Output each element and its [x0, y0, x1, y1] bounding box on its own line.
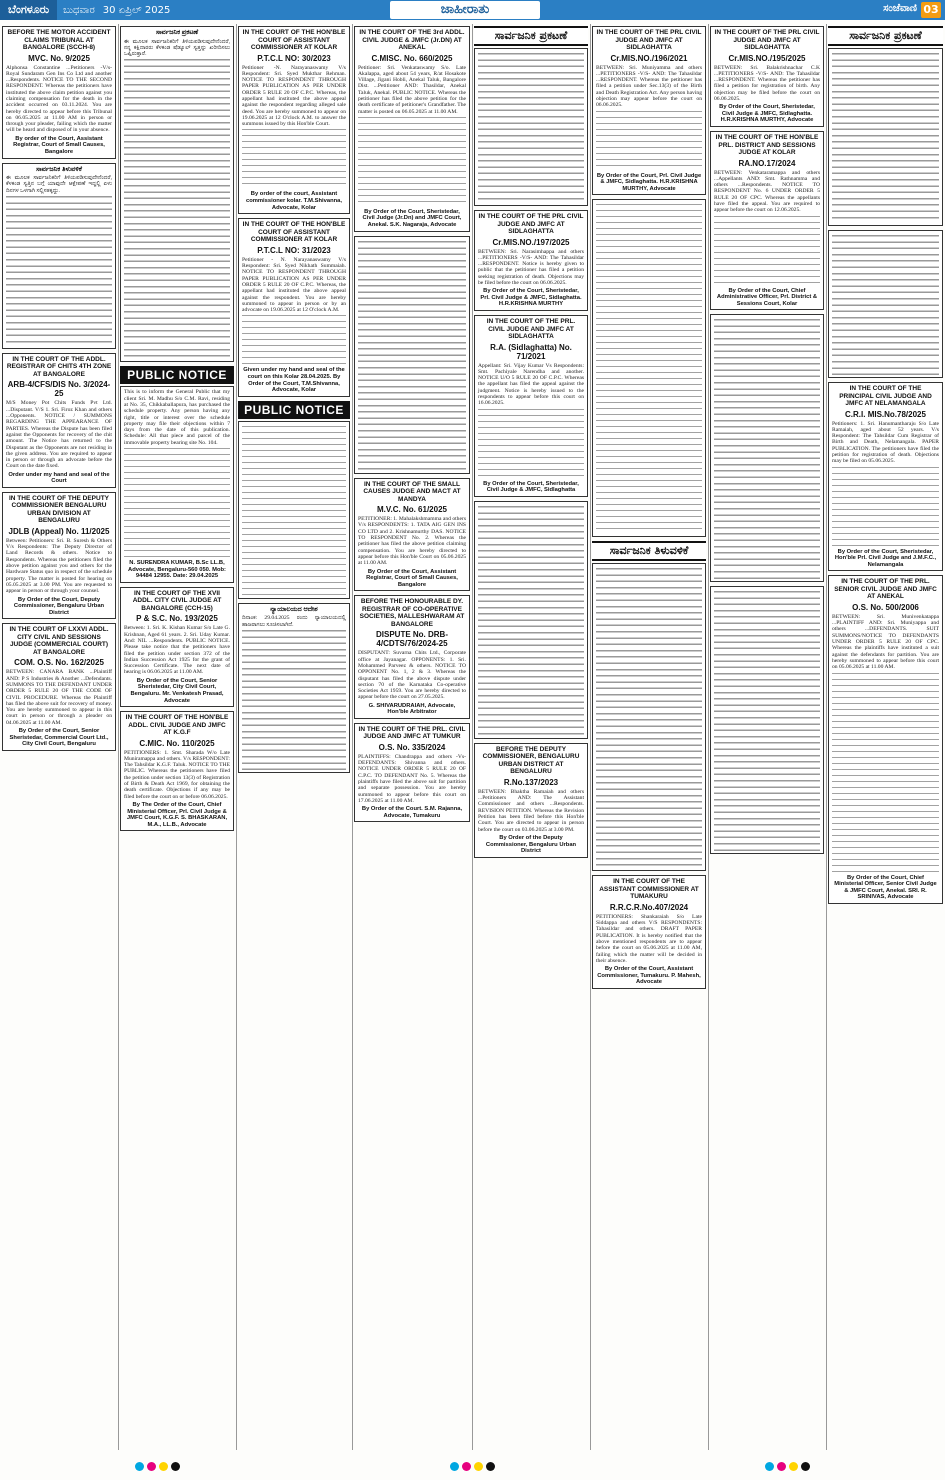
notice-case: MVC. No. 9/2025: [28, 53, 90, 63]
text-block: [832, 467, 939, 547]
public-notice-banner-2: PUBLIC NOTICE: [238, 401, 350, 419]
notice-court: IN THE COURT OF THE DEPUTY COMMISSIONER BENGALURU URBAN DIVISION AT BENGALURU: [8, 494, 110, 525]
registration-dot: [462, 1462, 471, 1471]
notice-body: ಈ ಮೂಲಕ ಸಾರ್ವಜನಿಕರಿಗೆ ತಿಳಿಯಪಡಿಸುವುದೇನೆಂದರೆ, ನನ್ನ ಕಕ್ಷಿದಾರರು ಕೆಳಕಂಡ ಷೆಡ್ಯೂಲ್ ಸ್ವತ್ತನ್ನು ಖರೀದಿಸಲು ಒಪ್ಪಿರುತ್ತಾರೆ.: [124, 38, 230, 58]
notice-body: PETITIONER: 1. Mahalakshmamma and others V/s RESPONDENTS: 1. TATA AIG GEN INS CO LTD and 2. Krishnamurthy DAS. NOTICE TO RESPONDENT No. 2. Whereas the petitioner has filed the above petition claiming compensation. You are hereby directed to appear before this Hon'ble Court on 05.06.2025 at 11.00 AM.: [358, 516, 466, 567]
notice-signature: By Order of the Court, Sheristedar, Hon'ble Prl. Civil Judge and J.M.F.C., Nelamangala: [834, 548, 937, 568]
column-7: [708, 24, 827, 1450]
date-label: 30 ಏಪ್ರಿಲ್ 2025: [102, 4, 171, 16]
page-number: 03: [921, 2, 941, 18]
notice-body: Between: 1. Sri. K. Kishan Kumar S/o Late G. Krishnan, Aged 61 years. 2. Sri. Uday Kumar. And: NIL ...Respondents. PUBLIC NOTICE. Please take notice that the petitioners have filed the petition under section 372 of the Indian Succession Act 1925 for the grant of Succession Certificate. The next date of hearing is 06.06.2025 at 11.00 AM.: [124, 625, 230, 676]
kannada-text-block: [832, 53, 939, 223]
notice-signature: By Order of the Court, Prl. Civil Judge & JMFC, Sidlaghatta. H.R.KRISHNA MURTHY, Advocate: [596, 172, 702, 192]
kannada-notice-block: [354, 236, 470, 474]
kannada-text-block: [714, 319, 820, 579]
notice-case: P.T.C.L NO: 30/2023: [257, 53, 331, 63]
notice-c2d: [120, 587, 234, 707]
notice-case: P.T.C.L NO: 31/2023: [257, 245, 331, 255]
kannada-notice-block-8: [828, 230, 943, 378]
notice-signature: Order under my hand and seal of the Court: [8, 471, 110, 485]
notice-body: M/S Money Pot Chits Funds Pvt Ltd. ...Disputant. V/S 1. Sri. Firoz Khan and others ...Opponents. NOTICE / SUMMONS REGARDING THE APPEARANCE OF PARTIES. Whereas the Dispute has been filed against the Opponents for recovery of the chit amount. The Notice has returned to the Disputant as the Opponents are not residing in the given address. You are required to appear in person or through an advocate before the Court on the date fixed.: [6, 400, 112, 470]
notice-c4a: [592, 26, 706, 195]
notice-title: ಸಾರ್ವಜನಿಕ ತಿಳುವಳಿಕೆ: [36, 165, 82, 173]
paper-name: ಸಂಜೆವಾಣಿ: [883, 3, 917, 14]
notice-signature: By Order of the Court, Sheristedar, Civil Judge & JMFC, Sidlaghatta: [483, 480, 579, 494]
notice-c1c: [2, 492, 116, 619]
notice-case: COM. O.S. No. 162/2025: [14, 658, 104, 668]
notice-signature: By Order of the Deputy Commissioner, Bengaluru Urban District: [485, 834, 577, 855]
notice-body: This is to inform the General Public that my client Sri. M. Madhu S/o C.M. Ravi, residing at No. 35, Chikkaballapura, has purchased the schedule property. Any person having any right, title or interest over the schedule property may file their objections within 7 days from the date of this publication. Schedule: All that piece and parcel of the immovable property bearing site No. 104.: [124, 389, 230, 446]
text-block: [596, 204, 702, 534]
notice-case: JDLB (Appeal) No. 11/2025: [8, 526, 110, 536]
registration-dot: [777, 1462, 786, 1471]
notice-body: ದಿನಾಂಕ: 29.04.2025 ರಂದು ನ್ಯಾಯಾಲಯದಲ್ಲಿ ಹಾಜರಾಗಲು ಸೂಚಿಸಲಾಗಿದೆ.: [242, 615, 346, 628]
notice-case: DISPUTE No. DRB-4/CDTS/76/2024-25: [376, 630, 448, 649]
notice-case: Cr.MIS.NO./197/2025: [492, 237, 570, 247]
notice-body: Between: Petitioners: Sri. B. Suresh & Others V/s Respondents: The Deputy Director of Land Records & others. Notice to Respondents. Whereas the petitioners filed the above petition against you and others for the Hardware Status quo in respect of the schedule property. The matter is posted for hearing on 05.05.2025 at 3.00 PM. You are requested to appear in person or through your counsel.: [6, 537, 112, 595]
notice-c1b: [2, 353, 116, 488]
registration-dot: [474, 1462, 483, 1471]
notice-c3a: [354, 26, 470, 232]
notice-case: Cr.MIS.NO./196/2021: [610, 53, 688, 63]
kannada-notice-k3: [238, 603, 350, 773]
registration-dot: [159, 1462, 168, 1471]
kannada-text-block: [714, 591, 820, 851]
city-label: [0, 0, 57, 20]
notice-signature: By order of the Court, Assistant Registrar, Court of Small Causes, Bangalore: [13, 135, 105, 155]
notice-court: IN THE COURT OF THE SMALL CAUSES JUDGE AND MACT AT MANDYA: [363, 480, 461, 503]
notice-court: IN THE COURT OF THE 3rd ADDL. CIVIL JUDGE & JMFC (Jr.DN) AT ANEKAL: [359, 29, 465, 51]
notice-signature: Given under my hand and seal of the court on this Kolar 28.04.2025. By Order of the Court, T.M.Shivanna, Advocate, Kolar: [243, 367, 345, 394]
kannada-text-block: [478, 53, 584, 203]
kannada-notice-k2: [120, 26, 234, 362]
notice-body: ಈ ಮೂಲಕ ಸಾರ್ವಜನಿಕರಿಗೆ ತಿಳಿಯಪಡಿಸುವುದೇನೆಂದರೆ, ಕೆಳಕಂಡ ಸ್ವತ್ತಿನ ಬಗ್ಗೆ ಯಾವುದೇ ಆಕ್ಷೇಪಣೆ ಇದ್ದಲ್ಲಿ ಏಳು ದಿನಗಳ ಒಳಗಾಗಿ ಸಲ್ಲಿಸತಕ್ಕದ್ದು.: [6, 175, 112, 194]
registration-dot: [801, 1462, 810, 1471]
kannada-notice-block-5: [710, 314, 824, 582]
notice-c4d: [474, 743, 588, 858]
text-block: [124, 448, 230, 558]
notice-c5d: [828, 575, 943, 904]
notice-court: BEFORE THE MOTOR ACCIDENT CLAIMS TRIBUNAL AT BANGALORE (SCCH-8): [7, 29, 111, 51]
notice-case: C.MIC. No. 110/2025: [139, 738, 215, 748]
public-notice-banner: PUBLIC NOTICE: [120, 366, 234, 384]
registration-dot: [765, 1462, 774, 1471]
notice-court: IN THE COURT OF THE XVII ADDL. CITY CIVIL JUDGE AT BANGALORE (CCH-15): [132, 589, 222, 612]
notice-signature: By The Order of the Court, Chief Ministerial Officer, Prl. Civil Judge & JMFC Court, K.G.F. S. BHASKARAN, M.A., LL.B., Advocate: [126, 801, 228, 828]
notice-case: R.A. (Sidlaghatta) No. 71/2021: [490, 342, 572, 361]
registration-dot: [171, 1462, 180, 1471]
notice-body: Alphonsa Constantine ...Petitioners -V/s- Royal Sundaram Gen Ins Co Ltd and another ...Respondents. NOTICE TO THE SECOND RESPONDENT. Whereas the petitioners have instituted the above claim petition against you claiming compensation for the death in the accident occurred on 03.11.2024. You are hereby directed to appear before this Tribunal on 06.05.2025 at 11.00 AM in person or through your pleader, failing which the matter will be heard and disposed of in your absence.: [6, 64, 112, 134]
notice-c4b: [474, 210, 588, 311]
notice-court: IN THE COURT OF LXXVI ADDL. CITY CIVIL AND SESSIONS JUDGE (COMMERCIAL COURT) AT BANGALORE: [9, 626, 109, 656]
notice-court: IN THE COURT OF THE HON'BLE PRL. DISTRICT AND SESSIONS JUDGE AT KOLAR: [715, 134, 819, 157]
notice-body: PLAINTIFFS: Chandrappa and others -Vs- DEFENDANTS: Shivanna and others. NOTICE UNDER ORDER 5 RULE 20 OF C.P.C. TO DEFENDANT No. 5. Whereas the plaintiffs have filed the above suit for partition and separate possession. You are hereby summoned to appear before this court on 17.06.2025 at 11.00 AM.: [358, 753, 466, 804]
notice-court: IN THE COURT OF THE ASSISTANT COMMISSIONER AT TUMAKURU: [599, 878, 699, 901]
kannada-notice-k1: [2, 163, 116, 349]
column-2: [118, 24, 237, 1450]
notice-body: BETWEEN: Sri. Muniyamma and others ...PETITIONERS -V/S- AND: The Tahasildar ...RESPONDENT. Whereas the petitioner has filed a petition under Sec.13(3) of the Birth and Death Registration Act. Any person having objection may appear before the court on 06.06.2025.: [596, 64, 702, 109]
notice-body: BETWEEN: Sri. Narasimhappa and others ...PETITIONERS -V/S- AND: The Tahasildar ...RESPONDENT. Notice is hereby given to public that the petitioner has filed a petition seeking registration of death. Objections may be filed before the court on 06.06.2025.: [478, 248, 584, 286]
notice-body: Petitioner -N. Narayanaswamy V/s Respondent: Sri. Syed Mukthar Rehman. NOTICE TO RESPONDENT THROUGH PAPER PUBLICATION AS PER UNDER ORDER 5 RULE 20 OF C.P.C. Whereas, the appellant had instituted the above appeal against the respondent regarding alleged sale deed. You are hereby summoned to appear on 19.06.2025 at 12 O'clock A.M. to answer the summons issued by this Hon'ble Court.: [242, 64, 346, 128]
kannada-notice-block-4: [592, 563, 706, 871]
notice-body: Appellant: Sri. Vijay Kumar Vs Respondents: Smt. Pachiyale Narendha and another. NOTICE U/O 5 RULE 20 OF C.P.C. Whereas the appellant has filed the appeal against the judgment. Notice is hereby issued to the respondents to appear before this court on 16.06.2025.: [478, 362, 584, 407]
notice-c5c: [828, 382, 943, 571]
notice-court: IN THE COURT OF THE PRL. SENIOR CIVIL JUDGE AND JMFC AT ANEKAL: [834, 578, 937, 601]
text-block: [358, 117, 466, 207]
notice-signature: By Order of the Court, Sheristedar, Civil Judge (Jr.Dn) and JMFC Court, Anekal. S.K. Nagaraja, Advocate: [362, 208, 462, 229]
text-block: [714, 216, 820, 286]
notice-body: Petitioner: Sri. Venkataswamy S/o. Late Akalappa, aged about 54 years, R/at Hosakote Village, Jigani Hobli, Anekal Taluk, Bangalore Dist. ...Petitioner AND: Thasildar, Anekal Taluk, Anekal. PUBLIC NOTICE. Whereas the petitioner has filed the above petition for the death certificate of petitioner's Grandfather. The matter is posted on 06.05.2025 at 11.00 AM.: [358, 64, 466, 115]
notice-c3d: [354, 723, 470, 823]
notice-c5b: [710, 131, 824, 310]
notice-title: ನ್ಯಾಯಾಲಯದ ಆದೇಶ: [270, 605, 318, 613]
notice-case: RA.NO.17/2024: [738, 158, 796, 168]
notice-case: M.V.C. No. 61/2025: [377, 505, 447, 515]
notice-filler-c6: [592, 199, 706, 537]
notice-c2e: [120, 711, 234, 831]
notice-body: Petitioner - N. Narayanaswamy V/s Respondent: Sri. Syed Nikhath Summaiah. NOTICE TO RESPONDENT THROUGH PAPER PUBLICATION AS PER UNDER ORDER 5 RULE 20 OF C.P.C. Whereas, the appellant had instituted the above appeal against the respondent. You are hereby summoned to appear in person or by an advocate on 19.06.2025 at 12 O'clock A.M.: [242, 256, 346, 314]
kannada-notice-block-7: [828, 48, 943, 226]
notice-body: PETITIONERS: Shankaraiah S/o Late Siddappa and others V/S RESPONDENTS: Tahasildar and others. DRAFT PAPER PUBLICATION. It is hereby notified that the above mentioned respondents are to appear before the court on 05.06.2025 at 11.00 AM, failing which the matter will be decided in their absence.: [596, 913, 702, 964]
notice-c1a: [2, 26, 116, 159]
registration-dot: [789, 1462, 798, 1471]
notice-court: IN THE COURT OF THE PRL. CIVIL JUDGE AND JMFC AT TUMKUR: [358, 725, 466, 741]
text-block: [478, 409, 584, 479]
notice-court: IN THE COURT OF THE HON'BLE COURT OF ASSISTANT COMMISSIONER AT KOLAR: [242, 221, 346, 244]
notice-body: DISPUTANT: Suvarna Chits Ltd., Corporate office at Jayanagar. OPPONENTS: 1. Sri. Mohammed Parveez & others. NOTICE TO OPPONENT No. 1, 2 & 3. Whereas the disputant has filed the above dispute under section 70 of the Karnataka Co-operative Societies Act 1959. You are hereby directed to appear before the court on 27.05.2025.: [358, 650, 466, 701]
notice-c3b: [354, 478, 470, 592]
notice-case: Cr.MIS.NO./195/2025: [728, 53, 806, 63]
kannada-text-block: [832, 235, 939, 375]
notice-c3c: [354, 595, 470, 719]
notice-case: R.No.137/2023: [503, 777, 559, 787]
notice-case: O.S. No. 500/2006: [852, 602, 919, 612]
registration-dot: [450, 1462, 459, 1471]
kannada-text-block: [596, 568, 702, 868]
notice-c2c: [120, 386, 234, 582]
text-block: [832, 673, 939, 873]
notice-case: C.R.I. MIS.No.78/2025: [845, 409, 926, 419]
notice-signature: By order of the court, Assistant commissioner kolar. T.M.Shivanna, Advocate, Kolar: [245, 191, 342, 211]
notice-court: IN THE COURT OF THE HON'BLE ADDL. CIVIL JUDGE AND JMFC AT K.G.F: [125, 714, 229, 737]
notice-court: IN THE COURT OF THE PRL CIVIL JUDGE AND JMFC AT SIDLAGHATTA: [478, 213, 584, 235]
notice-c2b: [238, 218, 350, 397]
notice-signature: By Order of the Court, Senior Sheristedar, Commercial Court Ltd., City Civil Court, Bengaluru: [9, 728, 109, 748]
notice-case: R.R.C.R.No.407/2024: [609, 902, 689, 912]
notice-court: BEFORE THE HONOURABLE DY. REGISTRAR OF CO-OPERATIVE SOCIETIES, MALLESHWARAM AT BANGALORE: [359, 598, 465, 628]
notice-court: IN THE COURT OF THE PRINCIPAL CIVIL JUDGE AND JMFC AT NELAMANGALA: [839, 385, 932, 407]
notice-court: IN THE COURT OF THE PRL CIVIL JUDGE AND JMFC AT SIDLAGHATTA: [596, 29, 702, 51]
text-block: [242, 129, 346, 189]
notice-body: BETWEEN: Sri. Balakrishnachar C.K ...PETITIONERS -V/S- AND: The Tahasildar ...RESPONDENT. Whereas the petitioner has filed a petition for registration of birth. Any objection may be filed before the court on 06.06.2025.: [714, 64, 820, 102]
notice-signature: N. SURENDRA KUMAR, B.Sc LL.B, Advocate, Bengaluru-560 050. Mob: 94484 12955. Date: 29.04.2025: [128, 560, 226, 580]
kannada-text-block: [478, 506, 584, 736]
notice-signature: By Order of the Court, Chief Ministerial Officer, Senior Civil Judge & JMFC Court, Anekal. SRI. R. SRINIVAS, Advocate: [834, 874, 937, 901]
column-4: [352, 24, 473, 1450]
kannada-text-block: [242, 630, 346, 770]
notice-body: Petitioners: 1. Sri. Hanumantharaju S/o Late Ramaiah, aged about 52 years. V/s Respondent: The Tahsildar Cum Registrar of Birth and Death, Nelamangala. PAPER PUBLICATION. The petitioners have filed the petition for registration of death. Objections may be filed on 05.06.2025.: [832, 420, 939, 465]
city-name: ಬೆಂಗಳೂರು: [8, 3, 50, 16]
column-3: [236, 24, 353, 1450]
notice-c4e: [592, 875, 706, 989]
notice-case: ARB-4/CFS/DIS No. 3/2024-25: [7, 380, 111, 399]
notice-body: BETWEEN: Venkataramappa and others ...Appellants AND: Smt. Rathnamma and others ...Respondents. NOTICE TO RESPONDENT No. 6 UNDER ORDER 5 RULE 20 OF CPC. Whereas the appellants have filed the appeal. You are required to appear before the court on 12.06.2025.: [714, 169, 820, 214]
notice-c1d: [2, 623, 116, 750]
registration-marks-right: [765, 1462, 810, 1471]
notice-c4c: [474, 315, 588, 497]
notice-c2a: [238, 26, 350, 214]
registration-dot: [486, 1462, 495, 1471]
registration-dot: [135, 1462, 144, 1471]
notice-c5a: [710, 26, 824, 127]
kannada-notice-block-2: [474, 48, 588, 206]
notice-court: BEFORE THE DEPUTY COMMISSIONER, BENGALURU URBAN DISTRICT AT BENGALURU: [482, 745, 580, 776]
column-1: [0, 24, 119, 1450]
notice-signature: G. SHIVARUDRAIAH, Advocate, Hon'ble Arbitrator: [368, 702, 456, 716]
notice-case: C.MISC. No. 660/2025: [371, 53, 453, 63]
notice-body: PETITIONERS: 1. Smt. Sharada W/o Late Muniramappa and others. V/s RESPONDENT: The Tahsildar K.G.F. Taluk. NOTICE TO THE PUBLIC. Whereas the petitioners have filed the petition under section 13(3) of Registration of Birth & Death Act 1969, for obtaining the death certificate. Objections if any may be filed before the court on or before 06.06.2025.: [124, 749, 230, 800]
text-block: [596, 111, 702, 171]
notice-body: BETWEEN: Sri. Munivenkatappa ...PLAINTIFF AND: Sri. Muniyappa and others ...DEFENDANTS. SUIT SUMMONS/NOTICE TO DEFENDANTS UNDER ORDER 5 RULE 20 OF CPC. Whereas the plaintiffs have instituted a suit against the defendants for partition. You are hereby summoned to appear before this court on 05.06.2025 at 11.00 AM.: [832, 613, 939, 671]
sarvajanika-prakatane-banner-2: ಸಾರ್ವಜನಿಕ ಪ್ರಕಟಣೆ: [828, 26, 943, 46]
column-5: [472, 24, 591, 1450]
notice-signature: By Order of the Court, Chief Administrative Officer, Prl. District & Sessions Court, Kolar: [716, 287, 818, 307]
notice-signature: By Order of the Court, Sheristedar, Civil Judge & JMFC, Sidlaghatta. H.R.KRISHNA MURTHY, Advocate: [719, 104, 815, 124]
notice-signature: By Order of the Court, Assistant Registrar, Court of Small Causes, Bangalore: [366, 568, 458, 588]
registration-marks-center: [450, 1462, 495, 1471]
column-6: [590, 24, 709, 1450]
kannada-text-block: [124, 59, 230, 359]
column-8: [826, 24, 945, 1450]
day-label: ಬುಧವಾರ: [63, 4, 95, 16]
notice-case: O.S. No. 335/2024: [378, 742, 446, 752]
notice-court: IN THE COURT OF THE ADDL. REGISTRAR OF CHITS 4TH ZONE AT BANGALORE: [6, 355, 112, 378]
kannada-notice-block-3: [474, 501, 588, 739]
notice-court: IN THE COURT OF THE HON'BLE COURT OF ASSISTANT COMMISSIONER AT KOLAR: [242, 29, 346, 51]
registration-dot: [147, 1462, 156, 1471]
notice-signature: By Order of the Court. S.M. Rajanna, Advocate, Tumakuru: [361, 806, 463, 819]
sarvajanika-tilivalike-banner: ಸಾರ್ವಜನಿಕ ತಿಳುವಳಿಕೆ: [592, 541, 706, 561]
notice-title: ಸಾರ್ವಜನಿಕ ಪ್ರಕಟಣೆ: [155, 29, 199, 36]
masthead: [0, 0, 945, 20]
kannada-text-block: [6, 196, 112, 346]
notice-signature: By Order of the Court, Senior Sheristedar, City Civil Court, Bengaluru. Mr. Venkatesh Prasad, Advocate: [130, 677, 224, 704]
notice-filler-c3: [238, 421, 350, 599]
notice-case: P & S.C. No. 193/2025: [136, 614, 218, 624]
kannada-text-block: [358, 241, 466, 471]
notice-body: BETWEEN: CANARA BANK ...Plaintiff AND: P S Industries & Another ...Defendants. SUMMONS TO THE DEFENDANT UNDER ORDER 5 RULE 20 OF THE CODE OF CIVIL PROCEDURE. Whereas the Plaintiff has filed the above suit for recovery of money. You are hereby summoned to appear in this court in person or through a pleader on 04.06.2025 at 11.00 AM.: [6, 669, 112, 726]
sarvajanika-prakatane-banner: ಸಾರ್ವಜನಿಕ ಪ್ರಕಟಣೆ: [474, 26, 588, 46]
section-title: ಜಾಹೀರಾತು: [390, 1, 540, 19]
kannada-notice-block-6: [710, 586, 824, 854]
notice-court: IN THE COURT OF THE PRL. CIVIL JUDGE AND JMFC AT SIDLAGHATTA: [486, 318, 576, 341]
notice-signature: By Order of the Court, Sheristedar, Prl. Civil Judge & JMFC, Sidlaghatta. H.R.KRISHNA MURTHY: [480, 288, 582, 308]
text-block: [242, 315, 346, 365]
print-registration-footer: [0, 1452, 945, 1480]
text-block: [242, 426, 346, 596]
notice-body: BETWEEN: Bhaktha Ramaiah and others ...Petitioners AND: The Assistant Commissioner and others ...Respondents. REVISION PETITION. Whereas the Revision Petition has been filed before this Hon'ble Court. You are directed to appear in person before the court on 03.06.2025 at 3.00 PM.: [478, 788, 584, 833]
registration-marks-left: [135, 1462, 180, 1471]
notice-signature: By Order of the Court, Deputy Commissioner, Bengaluru Urban District: [13, 596, 105, 616]
notice-court: IN THE COURT OF THE PRL CIVIL JUDGE AND JMFC AT SIDLAGHATTA: [714, 29, 820, 51]
notice-signature: By Order of the Court, Assistant Commissioner, Tumakuru. P. Mahesh, Advocate: [597, 966, 701, 986]
